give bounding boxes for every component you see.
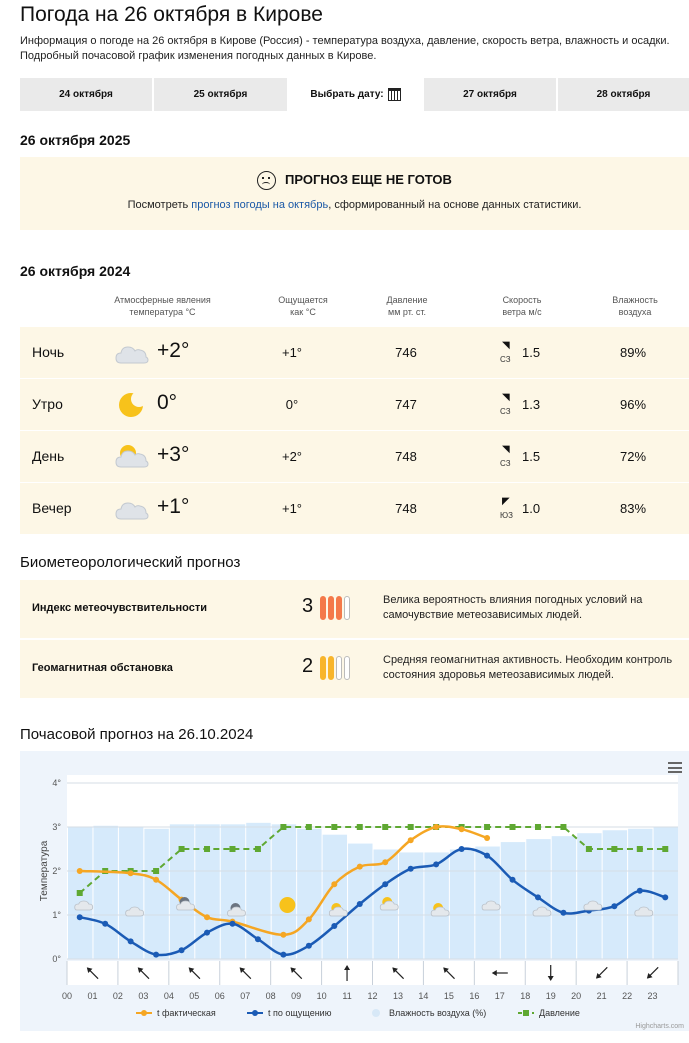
not-ready-text-after: , сформированный на основе данных статистики. [328, 199, 582, 211]
forecast-2025-title: 26 октября 2025 [20, 132, 131, 148]
date-tab-prev1[interactable]: 25 октября [154, 78, 289, 111]
level-bar [344, 656, 350, 680]
pressure-point [484, 824, 490, 830]
actual-2024-title: 26 октября 2024 [20, 263, 131, 279]
sun-icon [115, 391, 149, 419]
feels-like: +1° [281, 501, 303, 516]
column-header-phenomena-label: Атмосферные явления [114, 295, 211, 305]
biometeo-label: Геомагнитная обстановка [32, 662, 173, 674]
y-tick-label: 1° [52, 910, 61, 920]
x-tick-label: 01 [87, 991, 98, 1001]
x-tick-label: 06 [214, 991, 225, 1001]
temp-feels-point [306, 943, 312, 949]
x-tick-label: 04 [163, 991, 174, 1001]
pressure-point [255, 846, 261, 852]
biometeo-title: Биометеорологический прогноз [20, 554, 241, 571]
wind-arrow-icon: ◥ [502, 444, 510, 455]
temp-feels-point [128, 938, 134, 944]
column-header-feels-unit: как °С [290, 307, 316, 317]
x-tick-label: 02 [112, 991, 123, 1001]
wind-direction-label: СЗ [500, 459, 511, 468]
pressure-point [331, 824, 337, 830]
pressure-point [357, 824, 363, 830]
legend-marker [372, 1009, 380, 1017]
x-tick-label: 12 [367, 991, 378, 1001]
y-tick-label: 0° [52, 954, 61, 964]
column-header-humidity-label: Влажность [612, 295, 658, 305]
level-bar [328, 596, 334, 620]
x-tick-label: 11 [342, 991, 352, 1001]
x-tick-label: 03 [138, 991, 149, 1001]
humidity-bar [221, 824, 245, 959]
temp-feels-point [560, 910, 566, 916]
feels-like: +2° [281, 449, 303, 464]
biometeo-value: 2 [302, 655, 314, 677]
biometeo-description: Велика вероятность влияния погодных условий на самочувствие метеозависимых людей. [383, 594, 643, 621]
temp-actual-point [459, 826, 465, 832]
temp-actual-point [433, 824, 439, 830]
pressure-point [408, 824, 414, 830]
date-navigation [20, 78, 689, 111]
pressure-point [611, 846, 617, 852]
y-tick-label: 2° [52, 866, 61, 876]
humidity: 72% [619, 449, 647, 464]
wind-speed: 1.5 [522, 345, 541, 360]
column-header-wind-label: Скорость [502, 295, 542, 305]
level-indicator [320, 596, 350, 620]
pressure-point [560, 824, 566, 830]
pressure-point [382, 824, 388, 830]
temp-feels-point [662, 894, 668, 900]
day-part: День [32, 448, 65, 464]
temperature: +2° [157, 339, 190, 362]
humidity-bar [272, 824, 296, 959]
date-tab-prev2[interactable]: 24 октября [20, 78, 154, 111]
menu-icon[interactable] [668, 762, 682, 773]
humidity-bar [93, 826, 117, 959]
day-part: Ночь [32, 344, 65, 360]
humidity-bar [450, 849, 474, 959]
x-tick-label: 14 [418, 991, 429, 1001]
humidity-bar [144, 829, 168, 959]
column-header-pressure [362, 294, 452, 318]
sun-icon [279, 897, 295, 913]
column-header-humidity-unit: воздуха [618, 307, 652, 317]
legend-marker [252, 1010, 258, 1016]
humidity: 83% [619, 501, 647, 516]
humidity-bar [501, 842, 525, 959]
x-tick-label: 13 [392, 991, 403, 1001]
date-tab-next2[interactable]: 28 октября [558, 78, 689, 111]
level-indicator [320, 656, 350, 680]
intro-text: Информация о погоде на 26 октября в Кирове (Россия) - температура воздуха, давление, скорость ветра, влажность и осадки. Подробный почасовой график изменения погодных данных в Кирове. [20, 35, 670, 62]
temp-feels-point [77, 914, 83, 920]
temp-actual-point [382, 859, 388, 865]
legend-label: t фактическая [157, 1008, 216, 1018]
october-forecast-link[interactable]: прогноз погоды на октябрь [191, 199, 329, 211]
temp-feels-point [179, 947, 185, 953]
humidity: 89% [619, 345, 647, 360]
temp-feels-point [331, 923, 337, 929]
sad-face-icon [257, 171, 276, 190]
level-bar [344, 596, 350, 620]
day-part: Утро [32, 396, 63, 412]
temp-feels-point [433, 861, 439, 867]
pressure-point [637, 846, 643, 852]
temp-actual-point [280, 932, 286, 938]
temp-actual-point [128, 870, 134, 876]
pressure: 748 [395, 449, 417, 464]
temp-feels-point [255, 936, 261, 942]
pressure-point [586, 846, 592, 852]
humidity-bar [552, 836, 576, 959]
pressure-point [510, 824, 516, 830]
date-picker-label: Выбрать дату: [310, 89, 384, 100]
temp-actual-point [153, 877, 159, 883]
pressure-point [535, 824, 541, 830]
legend-marker [141, 1010, 147, 1016]
hourly-chart-svg [20, 751, 689, 1031]
weather-row [20, 327, 689, 378]
legend-label: Давление [539, 1008, 580, 1018]
temp-feels-point [382, 881, 388, 887]
pressure-point [280, 824, 286, 830]
weather-row [20, 431, 689, 482]
x-tick-label: 10 [316, 991, 327, 1001]
date-tab-next1[interactable]: 27 октября [424, 78, 558, 111]
weather-row [20, 379, 689, 430]
day-part: Вечер [32, 500, 72, 516]
pressure: 748 [395, 501, 417, 516]
temp-feels-point [204, 930, 210, 936]
temperature: +3° [157, 443, 190, 466]
x-tick-label: 17 [494, 991, 505, 1001]
wind-speed: 1.3 [522, 397, 541, 412]
cloud-icon [115, 495, 149, 523]
pressure-point [179, 846, 185, 852]
column-header-pressure-label: Давление [386, 295, 428, 305]
y-tick-label: 3° [52, 822, 61, 832]
weather-row [20, 483, 689, 534]
y-axis-label: Температура [39, 840, 50, 902]
column-header-humidity [590, 294, 680, 318]
wind-direction-label: СЗ [500, 407, 511, 416]
level-bar [320, 656, 326, 680]
chart-credit: Highcharts.com [635, 1023, 684, 1030]
column-header-wind-unit: ветра м/с [502, 307, 542, 317]
biometeo-value: 3 [302, 595, 314, 617]
temp-actual-point [484, 835, 490, 841]
pressure-point [662, 846, 668, 852]
cloud-icon [115, 339, 149, 367]
level-bar [328, 656, 334, 680]
wind-direction-label: СЗ [500, 355, 511, 364]
humidity: 96% [619, 397, 647, 412]
pressure-point [306, 824, 312, 830]
calendar-icon [388, 88, 401, 101]
x-tick-label: 22 [622, 991, 633, 1001]
biometeo-label: Индекс метеочувствительности [32, 602, 208, 614]
x-tick-label: 15 [443, 991, 454, 1001]
x-tick-label: 16 [469, 991, 480, 1001]
temp-feels-point [459, 846, 465, 852]
column-header-phenomena [100, 294, 225, 318]
hourly-chart-title: Почасовой прогноз на 26.10.2024 [20, 726, 254, 743]
legend-marker [523, 1010, 529, 1016]
pressure-point [229, 846, 235, 852]
y-tick-label: 4° [52, 778, 61, 788]
wind-direction [498, 443, 516, 473]
pressure: 746 [395, 345, 417, 360]
level-bar [320, 596, 326, 620]
temp-actual-point [331, 881, 337, 887]
level-bar [336, 596, 342, 620]
temp-feels-point [280, 952, 286, 958]
legend-label: t по ощущению [268, 1008, 332, 1018]
temp-actual-point [77, 868, 83, 874]
date-picker-button[interactable] [289, 78, 424, 111]
temp-feels-point [102, 921, 108, 927]
temp-feels-point [357, 901, 363, 907]
hourly-chart [20, 751, 689, 1031]
temp-actual-point [306, 916, 312, 922]
temp-feels-point [153, 952, 159, 958]
column-header-wind [477, 294, 567, 318]
forecast-not-ready-box [20, 157, 689, 230]
temp-feels-point [510, 877, 516, 883]
x-tick-label: 18 [520, 991, 531, 1001]
wind-arrow-icon: ◥ [502, 340, 510, 351]
temp-actual-point [408, 837, 414, 843]
temp-actual-point [357, 864, 363, 870]
biometeo-description: Средняя геомагнитная активность. Необходим контроль состояния здоровья метеозависимых людей. [383, 654, 673, 681]
biometeo-row [20, 640, 689, 698]
x-tick-label: 09 [291, 991, 302, 1001]
x-tick-label: 08 [265, 991, 276, 1001]
x-tick-label: 23 [647, 991, 658, 1001]
humidity-bar [577, 833, 601, 959]
not-ready-text-before: Посмотреть [127, 199, 192, 211]
x-tick-label: 19 [545, 991, 556, 1001]
column-header-feels-label: Ощущается [278, 295, 328, 305]
column-header-feels [258, 294, 348, 318]
sun-cloud-icon [115, 443, 149, 471]
feels-like: +1° [281, 345, 303, 360]
temp-actual-point [204, 914, 210, 920]
wind-arrow-icon: ◥ [502, 392, 510, 403]
temp-feels-point [408, 866, 414, 872]
wind-direction [498, 391, 516, 421]
wind-speed: 1.5 [522, 449, 541, 464]
wind-direction [498, 495, 516, 525]
pressure-point [153, 868, 159, 874]
wind-direction [498, 339, 516, 369]
temp-feels-point [611, 903, 617, 909]
x-tick-label: 00 [61, 991, 73, 1001]
column-header-phenomena-unit: температура °С [129, 307, 196, 317]
wind-direction-label: ЮЗ [500, 511, 513, 520]
x-tick-label: 21 [596, 991, 607, 1001]
wind-speed: 1.0 [522, 501, 541, 516]
temp-feels-point [637, 888, 643, 894]
level-bar [336, 656, 342, 680]
biometeo-row [20, 580, 689, 638]
pressure-point [77, 890, 83, 896]
x-tick-label: 05 [189, 991, 200, 1001]
temp-feels-point [484, 853, 490, 859]
pressure: 747 [395, 397, 417, 412]
temp-feels-point [229, 921, 235, 927]
x-tick-label: 20 [571, 991, 582, 1001]
legend-label: Влажность воздуха (%) [389, 1008, 487, 1018]
wind-arrow-icon: ◤ [502, 496, 510, 507]
temp-feels-point [535, 894, 541, 900]
temperature: +1° [157, 495, 190, 518]
pressure-point [204, 846, 210, 852]
column-header-pressure-unit: мм рт. ст. [388, 307, 426, 317]
feels-like: 0° [285, 397, 299, 412]
page-title: Погода на 26 октября в Кирове [20, 3, 323, 26]
not-ready-status: ПРОГНОЗ ЕЩЕ НЕ ГОТОВ [285, 171, 452, 187]
x-tick-label: 07 [240, 991, 251, 1001]
temperature: 0° [157, 391, 178, 414]
